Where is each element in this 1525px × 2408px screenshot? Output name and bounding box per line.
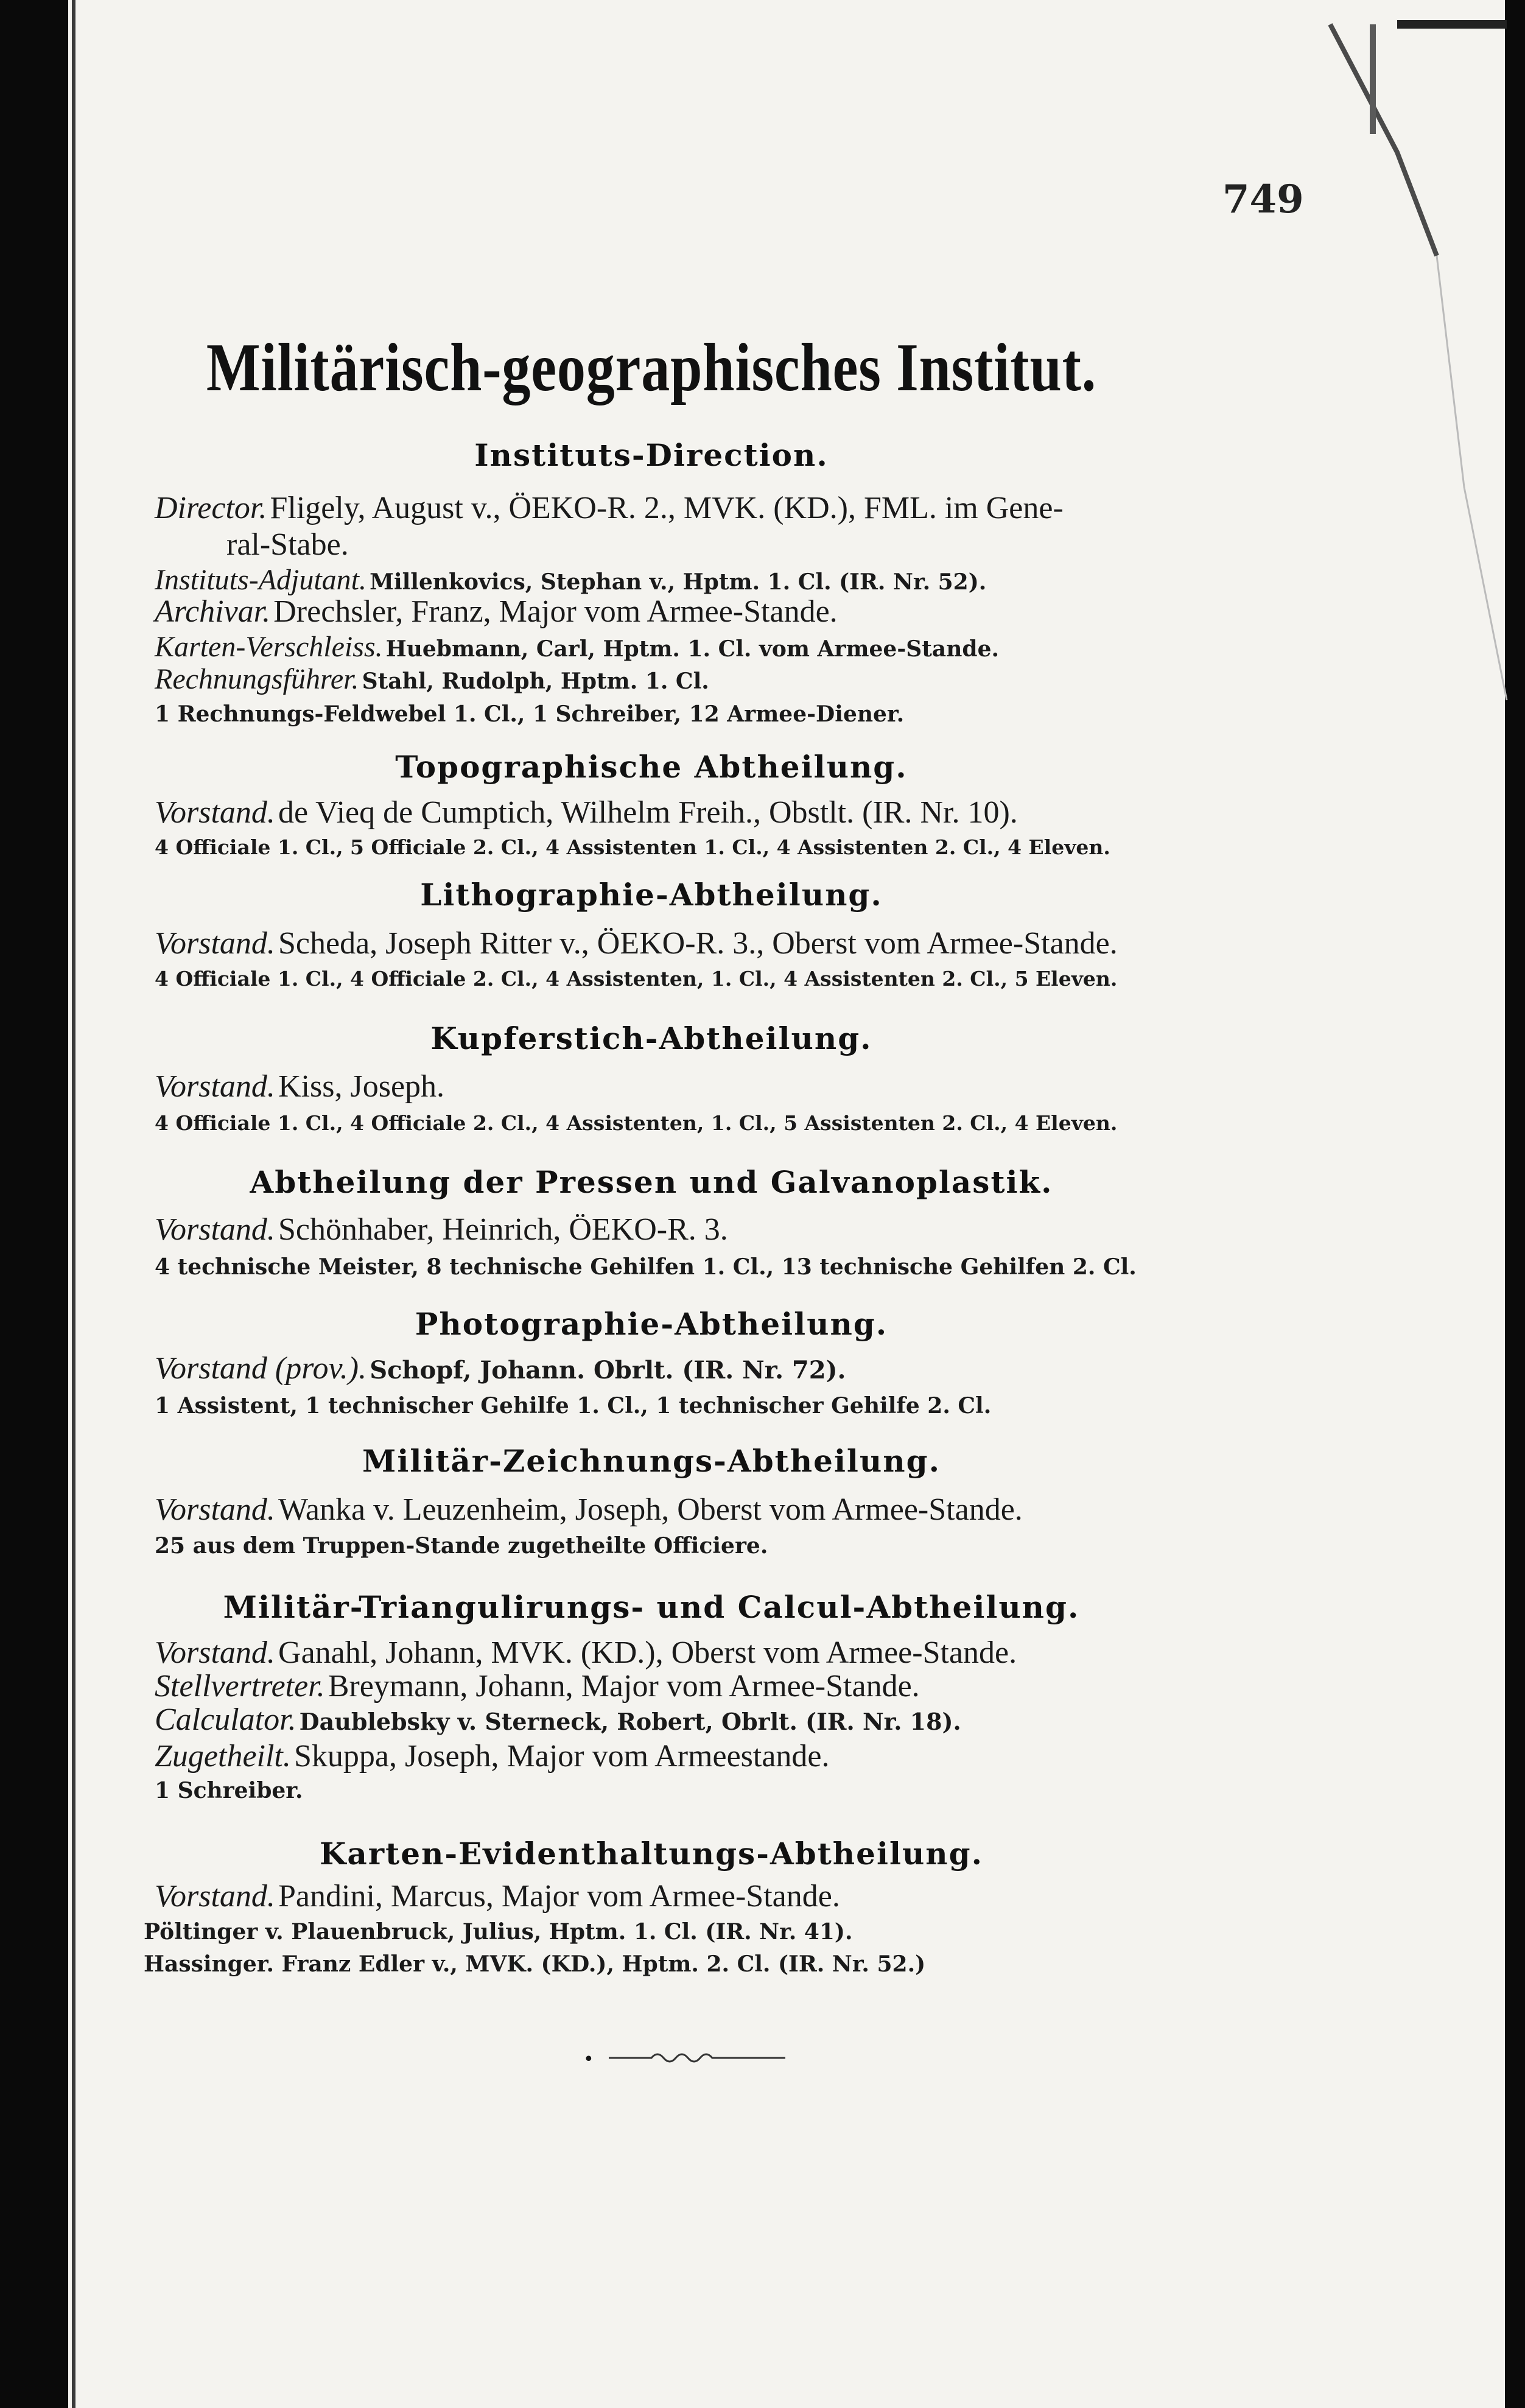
section-heading-photographie: Photographie-Abtheilung. [415,1306,888,1342]
entry-line: Hassinger. Franz Edler v., MVK. (KD.), Hptm. 2. Cl. (IR. Nr. 52.) [144,1951,926,1977]
entry-text: Schopf, Johann. Obrlt. (IR. Nr. 72). [370,1356,846,1385]
staff-line: 25 aus dem Truppen-Stande zugetheilte Officiere. [155,1533,768,1559]
scan-left-border [0,0,68,2408]
entry-vorstand [155,1212,728,1248]
staff-line: 4 Officiale 1. Cl., 4 Officiale 2. Cl., 4 Assistenten, 1. Cl., 4 Assistenten 2. Cl., 5 Eleven. [155,967,1118,991]
section-heading-lithographie: Lithographie-Abtheilung. [420,877,883,913]
end-flourish-ornament [609,2046,785,2070]
entry-text: Daublebsky v. Sterneck, Robert, Obrlt. (IR. Nr. 18). [299,1708,961,1735]
section-heading-zeichnung: Militär-Zeichnungs-Abtheilung. [362,1443,941,1479]
entry-vorstand [155,1878,840,1914]
role-label: Archivar. [155,594,271,629]
staff-line: 4 Officiale 1. Cl., 4 Officiale 2. Cl., 4 Assistenten, 1. Cl., 5 Assistenten 2. Cl., 4 Eleven. [155,1111,1118,1135]
role-label: Vorstand. [155,795,275,830]
entry-text: Huebmann, Carl, Hptm. 1. Cl. vom Armee-Stande. [385,636,1000,662]
entry-rechnungsfuehrer [155,662,709,696]
role-label: Vorstand. [155,1212,275,1247]
entry-text: Kiss, Joseph. [278,1069,445,1104]
section-heading-pressen: Abtheilung der Pressen und Galvanoplastik. [250,1164,1053,1200]
entry-vorstand [155,1492,1023,1528]
role-label: Rechnungsführer. [155,663,359,695]
role-label: Vorstand. [155,926,275,961]
entry-director [155,490,1064,526]
entry-text: Millenkovics, Stephan v., Hptm. 1. Cl. (IR. Nr. 52). [370,569,987,595]
page-fold-corner [1306,0,1525,731]
role-label: Karten-Verschleiss. [155,631,383,663]
entry-continuation: ral-Stabe. [226,527,349,562]
entry-vorstand [155,1635,1017,1671]
entry-vorstand [155,1350,846,1386]
section-heading-evidenthaltung: Karten-Evidenthaltungs-Abtheilung. [319,1836,984,1872]
section-heading-triangulirung: Militär-Triangulirungs- und Calcul-Abtheilung. [223,1589,1080,1625]
role-label: Vorstand. [155,1492,275,1527]
page-gutter-line [72,0,75,2408]
entry-text: Scheda, Joseph Ritter v., ÖEKO-R. 3., Oberst vom Armee-Stande. [278,926,1118,961]
page-number: 749 [1222,177,1304,222]
role-label: Calculator. [155,1702,296,1737]
entry-text: Schönhaber, Heinrich, ÖEKO-R. 3. [278,1212,728,1247]
entry-text: de Vieq de Cumptich, Wilhelm Freih., Obstlt. (IR. Nr. 10). [278,795,1018,830]
entry-text: Fligely, August v., ÖEKO-R. 2., MVK. (KD.), FML. im Gene- [270,491,1064,525]
section-heading-kupferstich: Kupferstich-Abtheilung. [430,1020,872,1056]
section-heading-direction: Instituts-Direction. [474,437,829,473]
staff-line: 1 Rechnungs-Feldwebel 1. Cl., 1 Schreiber, 12 Armee-Diener. [155,701,905,727]
entry-text: Drechsler, Franz, Major vom Armee-Stande. [273,594,838,629]
entry-verschleiss [155,630,999,664]
staff-line: 1 Assistent, 1 technischer Gehilfe 1. Cl., 1 technischer Gehilfe 2. Cl. [155,1393,992,1419]
role-label: Vorstand. [155,1879,275,1914]
entry-adjutant [155,563,986,597]
role-label: Vorstand. [155,1635,275,1670]
staff-line: 4 technische Meister, 8 technische Gehilfen 1. Cl., 13 technische Gehilfen 2. Cl. [155,1254,1137,1280]
role-label: Vorstand (prov.). [155,1351,367,1386]
entry-text: Breymann, Johann, Major vom Armee-Stande. [328,1669,920,1704]
staff-line: 4 Officiale 1. Cl., 5 Officiale 2. Cl., 4 Assistenten 1. Cl., 4 Assistenten 2. Cl., 4 Eleven. [155,835,1110,859]
role-label: Stellvertreter. [155,1669,325,1704]
page-title: Militärisch-geographisches Institut. [206,330,1097,405]
entry-text: Wanka v. Leuzenheim, Joseph, Oberst vom Armee-Stande. [278,1492,1023,1527]
staff-line: 1 Schreiber. [155,1778,303,1803]
entry-text: Stahl, Rudolph, Hptm. 1. Cl. [362,669,709,694]
section-heading-topographie: Topographische Abtheilung. [395,749,908,785]
entry-calculator [155,1702,961,1738]
entry-zugetheilt [155,1738,830,1774]
entry-text: Skuppa, Joseph, Major vom Armeestande. [293,1739,830,1774]
entry-stellvertreter [155,1668,920,1704]
role-label: Zugetheilt. [155,1739,291,1774]
separator-dot: • [583,2049,594,2070]
entry-text: Pandini, Marcus, Major vom Armee-Stande. [278,1879,840,1914]
role-label: Director. [155,491,267,525]
entry-vorstand [155,1069,444,1104]
entry-archivar [155,594,838,630]
role-label: Vorstand. [155,1069,275,1104]
entry-text: Ganahl, Johann, MVK. (KD.), Oberst vom Armee-Stande. [278,1635,1017,1670]
entry-vorstand [155,925,1118,961]
role-label: Instituts-Adjutant. [155,564,366,596]
entry-vorstand [155,795,1018,830]
entry-line: Pöltinger v. Plauenbruck, Julius, Hptm. 1. Cl. (IR. Nr. 41). [144,1919,853,1945]
